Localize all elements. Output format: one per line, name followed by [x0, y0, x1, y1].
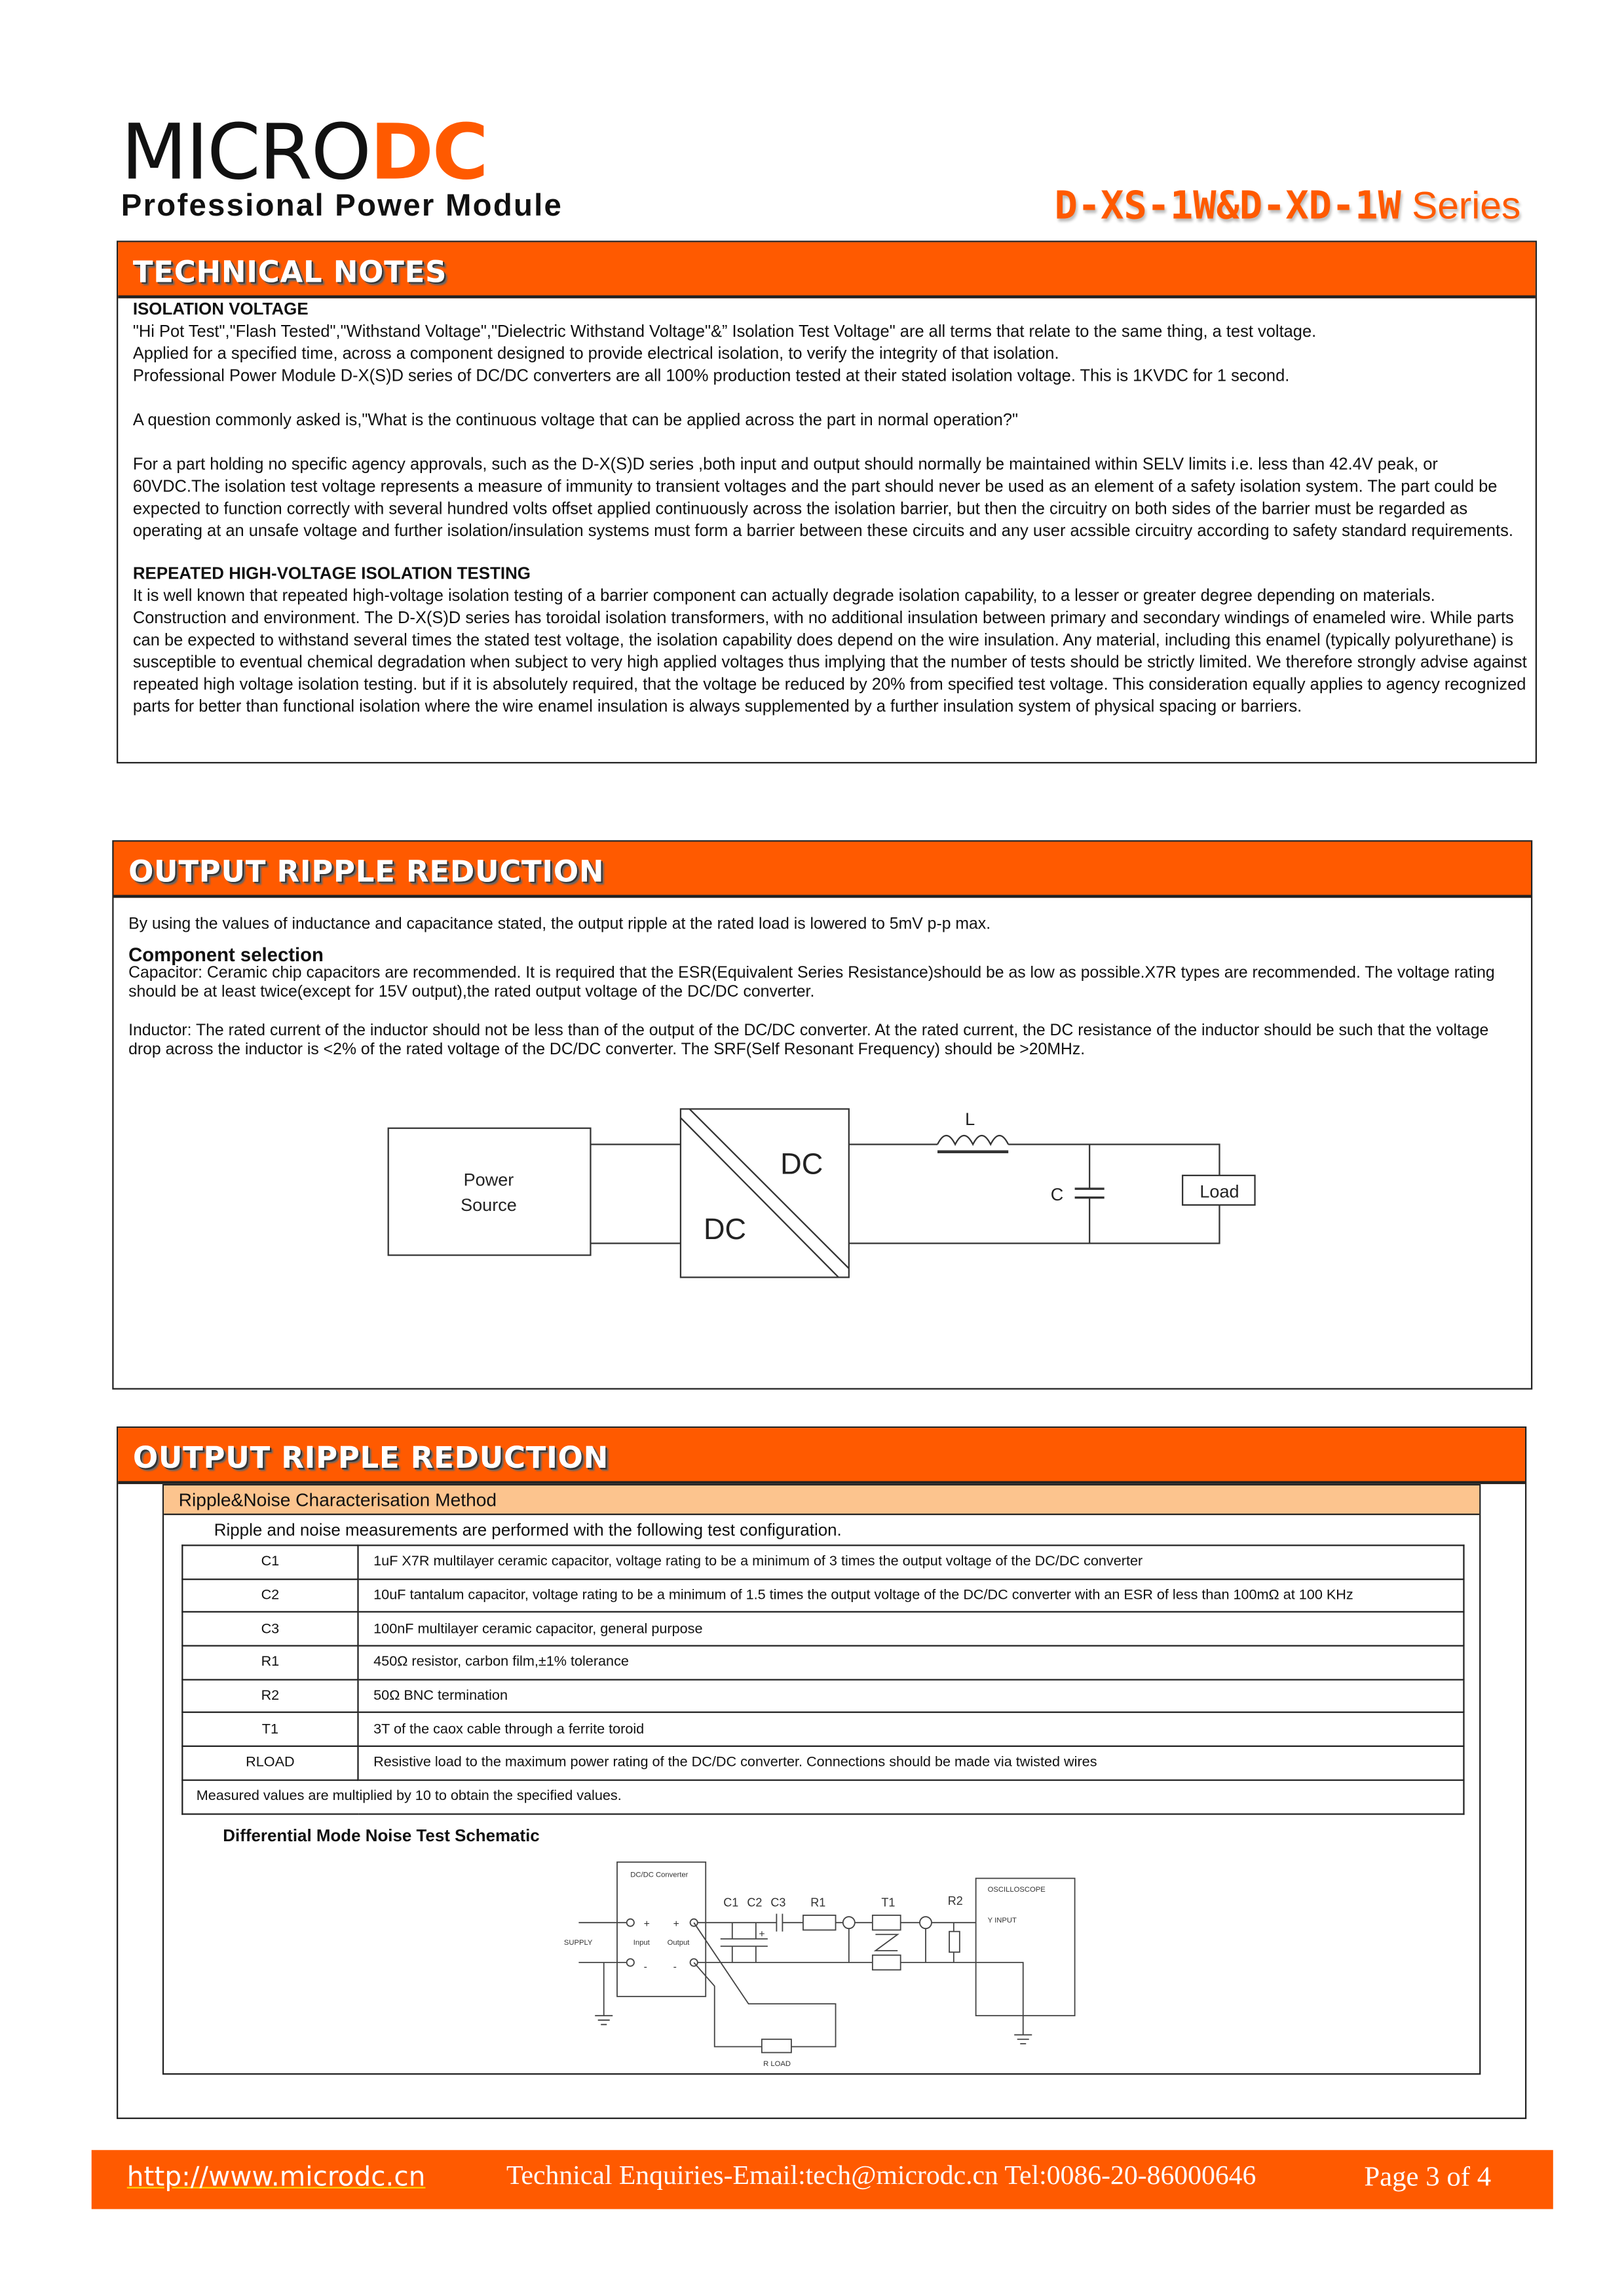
- method-intro: Ripple and noise measurements are performed with the following test configuration.: [214, 1522, 842, 1540]
- part-cell: C3: [182, 1613, 358, 1646]
- footer: [92, 2150, 1553, 2209]
- section-header: OUTPUT RIPPLE REDUCTION: [118, 1428, 1525, 1484]
- plus-sign: +: [759, 1928, 765, 1940]
- t1-toroid: [873, 1915, 901, 1930]
- description-cell: 50Ω BNC termination: [358, 1679, 1463, 1713]
- description-cell: 3T of the caox cable through a ferrite toroid: [358, 1713, 1463, 1746]
- paragraph: For a part holding no specific agency approvals, such as the D-X(S)D series ,both input and output should normally be maintained within SELV limits i.e. less than 42.4V peak, or 60VDC.The isolation test voltage represents a measure of immunity to transient voltages and the part should never be used as an element of a safety isolation system. The part could be expected to function correctly with several hundred volts offset applied continuously across the isolation barrier, but then the circuitry on both sides of the barrier must be regarded as operating at an unsafe voltage and further isolation/insulation systems must form a barrier between these circuits and any user acssible circuitry according to safety standard requirements.: [132, 456, 1513, 541]
- r1-label: R1: [810, 1896, 826, 1909]
- paragraph: Professional Power Module D-X(S)D series of DC/DC converters are all 100% production tested at their stated isolation voltage. This is 1KVDC for 1 second.: [132, 368, 1290, 386]
- part-cell: C1: [182, 1545, 358, 1578]
- paragraph: By using the values of inductance and capacitance stated, the output ripple at the rated load is lowered to 5mV p-p max.: [128, 915, 991, 934]
- paragraph: Inductor: The rated current of the inductor should not be less than of the output of the DC/DC converter. At the rated current, the DC resistance of the inductor should be such that the voltage drop across the inductor is <2% of the rated voltage of the DC/DC converter. The SRF(Self Resonant Frequency) should be >20MHz.: [128, 1022, 1489, 1059]
- r1-resistor: [803, 1915, 836, 1930]
- c1-label: C1: [723, 1896, 739, 1909]
- paragraph: Capacitor: Ceramic chip capacitors are recommended. It is required that the ESR(Equivalent Series Resistance)should be as low as possible.X7R types are recommended. The voltage rating should be at least twice(except for 15V output),the rated output voltage of the DC/DC converter.: [128, 964, 1495, 1001]
- logo-tagline: Professional Power Module: [121, 189, 563, 223]
- c2-label: C2: [747, 1896, 763, 1909]
- minus-sign: -: [643, 1961, 647, 1973]
- paragraph: It is well known that repeated high-voltage isolation testing of a barrier component can actually degrade isolation capability, to a lesser or greater degree depending on materials. Construction and environment. The D-X(S)D series has toroidal isolation transformers, with no additional insulation between primary and secondary windings of enameled wire. While parts can be expected to withstand several times the stated test voltage, the isolation capability does depend on the wire insulation. Any material, including this enamel (typically polyurethane) is susceptible to eventual chemical degradation when subject to very high applied voltages thus implying that the number of tests should be strictly limited. We therefore strongly advise against repeated high voltage isolation testing. but if it is absolutely required, that the voltage be reduced by 20% from specified test voltage. This consideration equally applies to agency recognized parts for better than functional isolation where the wire enamel insulation is always supplemented by a further insulation system of physical spacing or barriers.: [132, 587, 1527, 716]
- description-cell: Resistive load to the maximum power rating of the DC/DC converter. Connections should be made via twisted wires: [358, 1746, 1463, 1780]
- component-heading: Component selection: [128, 944, 324, 966]
- section-header: TECHNICAL NOTES: [118, 242, 1535, 299]
- schematic-title: Differential Mode Noise Test Schematic: [223, 1827, 540, 1846]
- description-cell: 450Ω resistor, carbon film,±1% tolerance: [358, 1646, 1463, 1679]
- load-label: Load: [1199, 1181, 1239, 1202]
- part-cell: R1: [182, 1646, 358, 1679]
- dc-input-label: DC: [703, 1212, 747, 1246]
- plus-sign: +: [673, 1918, 679, 1930]
- series-title: D-XS-1W&D-XD-1W Series: [1054, 183, 1521, 229]
- converter-label: DC/DC Converter: [630, 1871, 689, 1879]
- power-source-label: Power: [463, 1170, 514, 1190]
- website-link[interactable]: http://www.microdc.cn: [126, 2162, 426, 2193]
- section-header: OUTPUT RIPPLE REDUCTION: [114, 842, 1531, 898]
- rload-resistor: [762, 2039, 791, 2052]
- paragraph: Applied for a specified time, across a component designed to provide electrical isolation, to verify the integrity of that isolation.: [132, 345, 1059, 364]
- r2-label: R2: [947, 1894, 963, 1908]
- minus-sign: -: [673, 1961, 677, 1973]
- description-cell: 100nF multilayer ceramic capacitor, general purpose: [358, 1613, 1463, 1646]
- output-label: Output: [667, 1938, 690, 1947]
- isolation-heading: ISOLATION VOLTAGE: [132, 301, 309, 319]
- dc-output-label: DC: [780, 1147, 823, 1181]
- part-cell: RLOAD: [182, 1746, 358, 1780]
- r2-resistor: [949, 1932, 960, 1953]
- input-label: Input: [633, 1938, 650, 1947]
- page-number: Page 3 of 4: [1364, 2162, 1492, 2193]
- contact-info: Technical Enquiries-Email:tech@microdc.cn Tel:0086-20-86000646: [506, 2162, 1256, 2192]
- inductor-label: L: [965, 1109, 975, 1130]
- table-note-row: Measured values are multiplied by 10 to obtain the specified values.: [182, 1780, 1463, 1813]
- method-subheader: Ripple&Noise Characterisation Method: [164, 1485, 1479, 1515]
- oscilloscope-label: OSCILLOSCOPE: [987, 1885, 1046, 1894]
- capacitor-label: C: [1050, 1185, 1064, 1205]
- part-cell: R2: [182, 1679, 358, 1713]
- supply-label: SUPPLY: [563, 1938, 593, 1947]
- description-cell: 10uF tantalum capacitor, voltage rating to be a minimum of 1.5 times the output voltage of the DC/DC converter with an ESR of less than 100mΩ at 100 KHz: [358, 1579, 1463, 1613]
- repeated-testing-heading: REPEATED HIGH-VOLTAGE ISOLATION TESTING: [132, 565, 531, 584]
- part-cell: T1: [182, 1713, 358, 1746]
- y-input-label: Y INPUT: [987, 1917, 1017, 1925]
- dc-dc-converter-box: [617, 1862, 706, 1997]
- rload-label: R LOAD: [763, 2059, 791, 2068]
- paragraph: "Hi Pot Test","Flash Tested","Withstand Voltage","Dielectric Withstand Voltage"&” Isolation Test Voltage" are all terms that relate to the same thing, a test voltage.: [132, 323, 1317, 341]
- description-cell: 1uF X7R multilayer ceramic capacitor, voltage rating to be a minimum of 3 times the output voltage of the DC/DC converter: [358, 1545, 1463, 1578]
- t1-label: T1: [881, 1896, 896, 1909]
- oscilloscope-box: [976, 1879, 1075, 2016]
- part-cell: C2: [182, 1579, 358, 1613]
- power-source-label: Source: [461, 1195, 517, 1215]
- logo: MICRODC: [121, 109, 487, 198]
- paragraph: A question commonly asked is,"What is the continuous voltage that can be applied across the part in normal operation?": [132, 411, 1019, 430]
- c3-label: C3: [770, 1896, 786, 1909]
- plus-sign: +: [643, 1918, 650, 1930]
